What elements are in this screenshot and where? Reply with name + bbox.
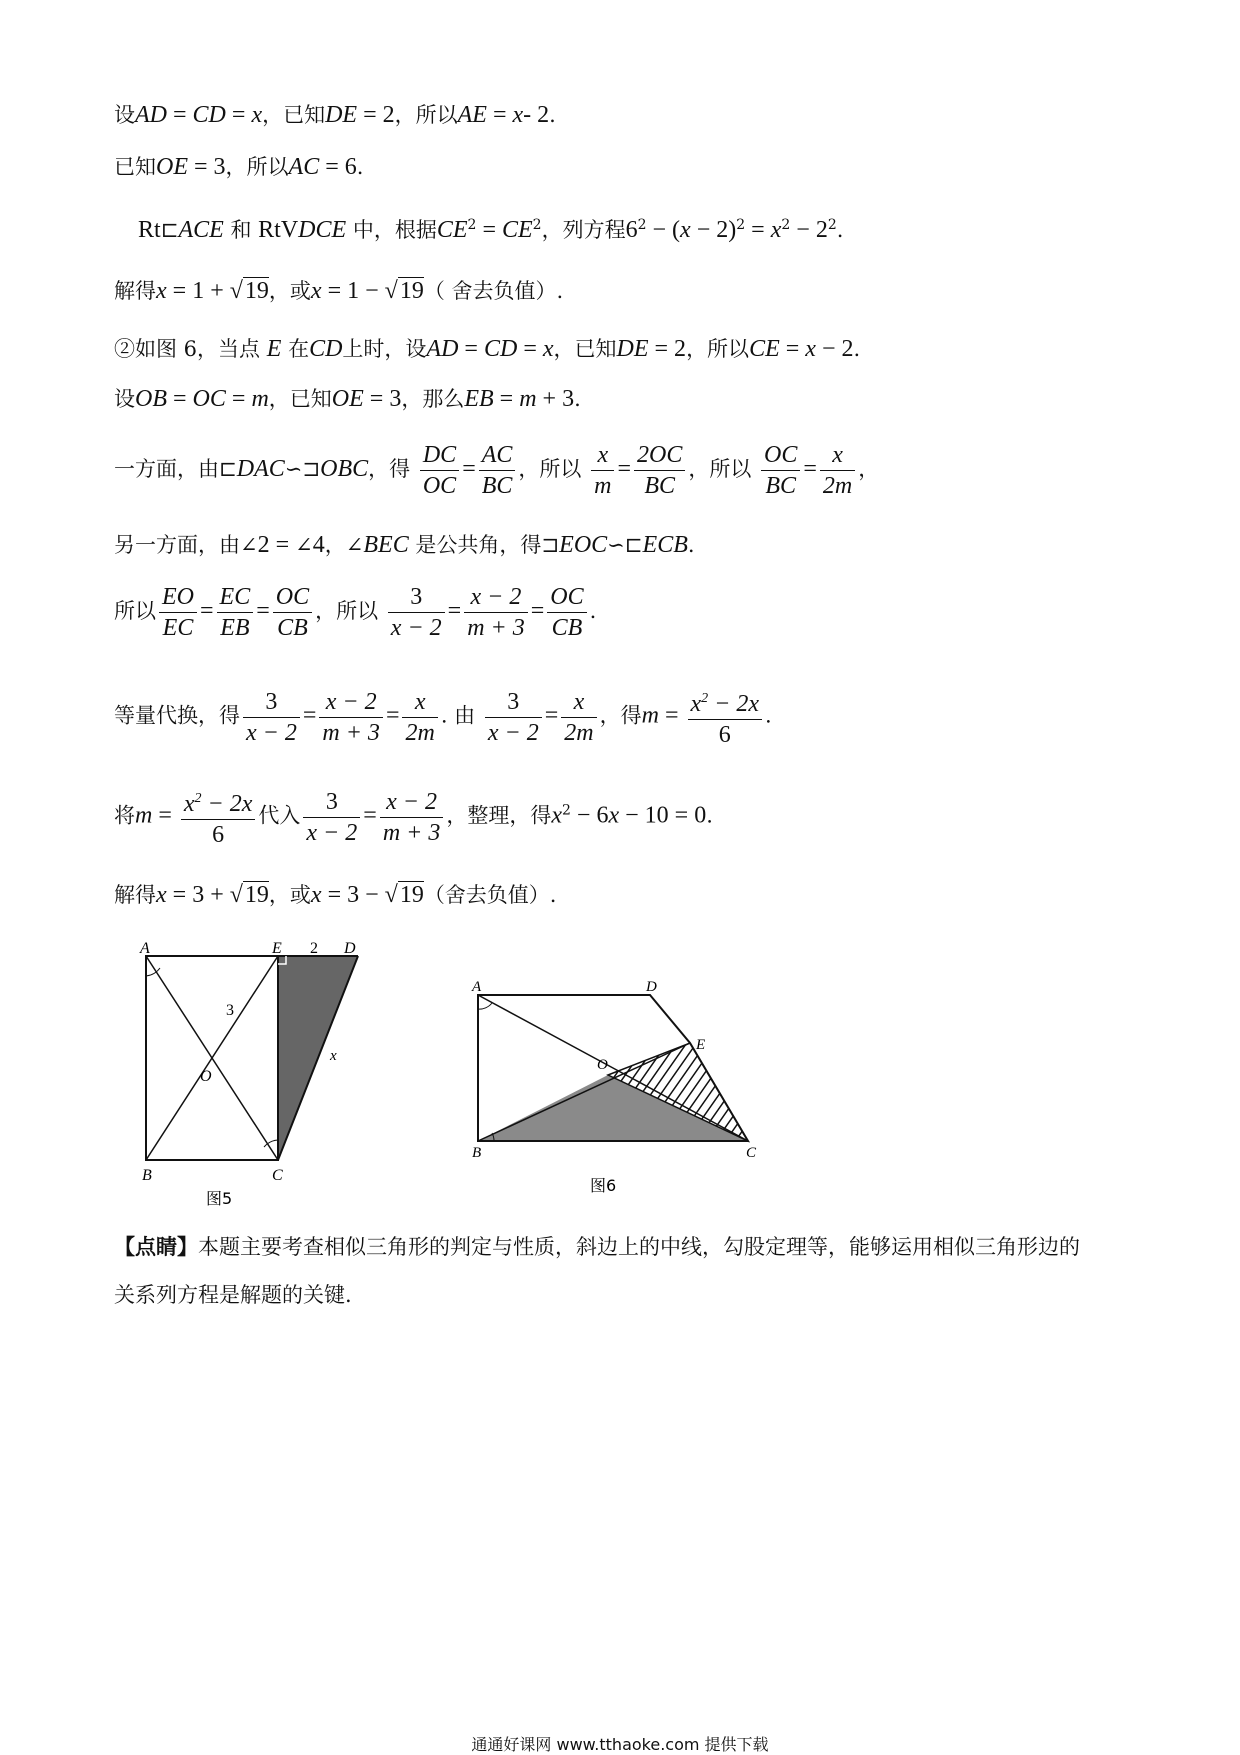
line-1: 设AD = CD = x，已知DE = 2，所以AE = x- 2. (114, 102, 556, 128)
line-11: 将m = $\frac{x^2 - 2x}{6}$ 代入 $\frac{3}{x - 2}$ = $\frac{x - 2}{m + 3}$ ，整理，得$x^2 - 6x - 10 = 0$. (114, 784, 713, 850)
page-footer: 通通好课网 www.tthaoke.com 提供下载 (471, 1735, 769, 1754)
comment-text-1: 本题主要考查相似三角形的判定与性质，斜边上的中线，勾股定理等，能够运用相似三角形边的 (198, 1235, 1080, 1259)
comment-line-1 (114, 1232, 1080, 1262)
line-4: 解得x = 1 + √19，或x = 1 − √19（ 舍去负值）. (114, 278, 564, 304)
line-9: 所以 $\frac{EO}{EC}$ = $\frac{EC}{EB}$ = $\frac{OC}{CB}$ ，所以 $\frac{3}{x - 2}$ = $\frac{x - 2}{m + 3}$ = $\frac{OC}{CB}$ . (114, 584, 597, 641)
fig5-label-d: D (344, 940, 356, 957)
line-8: 另一方面，由∠2 = ∠4，∠BEC 是公共角，得⊐EOC∽⊏ECB. (114, 532, 695, 558)
line-2: 已知OE = 3，所以AC = 6. (114, 154, 364, 180)
line-10: 等量代换，得 $\frac{3}{x - 2}$ = $\frac{x - 2}{m + 3}$ = $\frac{x}{2m}$ . 由 $\frac{3}{x - 2}$ = $\frac{x}{2m}$ ，得m = $\frac{x^2 - 2x}{6}$ . (114, 684, 772, 750)
comment-line-2 (114, 1280, 352, 1310)
line-12: 解得x = 3 + √19，或x = 3 − √19（舍去负值）. (114, 882, 557, 908)
line-7: 一方面，由⊏DAC∽⊐OBC，得 $\frac{DC}{OC}$ = $\frac{AC}{BC}$ ，所以 $\frac{x}{m}$ = $\frac{2OC}{BC}$ ，所以 $\frac{OC}{BC}$ = $\frac{x}{2m}$ ， (114, 442, 880, 499)
line-5: ②如图 6，当点 E 在CD上时，设AD = CD = x，已知DE = 2，所以CE = x − 2. (114, 336, 861, 362)
line-6: 设OB = OC = m，已知OE = 3，那么EB = m + 3. (114, 386, 581, 412)
fig5-label-o: O (200, 1068, 212, 1085)
fig5-label-e: E (272, 940, 282, 957)
fig5-label-3: 3 (226, 1002, 234, 1019)
fig5-label-a: A (140, 940, 150, 957)
fig6-label-e: E (696, 1037, 706, 1053)
fig6-label-d: D (646, 979, 657, 995)
fig6-caption: 图6 (590, 1176, 617, 1195)
figure-5 (130, 940, 370, 1210)
fig5-label-x: x (330, 1048, 337, 1064)
line-3: Rt⊏ACE 和 RtVDCE 中，根据$CE^2 = CE^2$，列方程$6^2 - (x - 2)^2 = x^2 - 2^2$. (138, 217, 844, 243)
comment-tag: 【点睛】 (114, 1234, 198, 1259)
fig5-label-2: 2 (310, 940, 318, 957)
figure-6 (460, 975, 770, 1205)
fig5-label-c: C (272, 1167, 283, 1184)
fig6-label-o: O (597, 1057, 608, 1073)
fig6-label-b: B (472, 1145, 482, 1161)
fig5-caption: 图5 (206, 1189, 233, 1208)
fig5-label-b: B (142, 1167, 152, 1184)
comment-text-2: 关系列方程是解题的关键. (114, 1283, 352, 1307)
fig6-label-a: A (472, 979, 482, 995)
fig6-label-c: C (746, 1145, 757, 1161)
